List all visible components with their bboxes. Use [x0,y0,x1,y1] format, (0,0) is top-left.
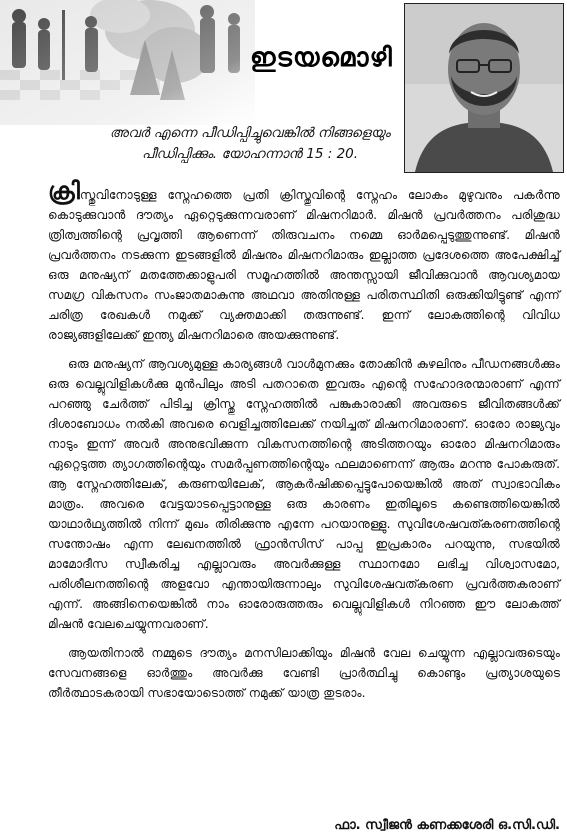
author-photo [404,3,564,173]
scripture-quote [95,123,405,165]
illustration-image [0,0,255,125]
quote-line-2: പീഡിപ്പിക്കും. യോഹന്നാൻ 15 : 20. [141,146,359,162]
paragraph-2: ഒരു മനുഷ്യന് ആവശ്യമുള്ള കാര്യങ്ങൾ വാൾമുനക്കും തോക്കിൻ കുഴലിനും പീഡനങ്ങൾക്കും ഒരു വെല്ലുവിളികൾക്കു മുൻപിലും അടി പതറാതെ ഇവരും എന്റെ സഹോദരന്മാരാണ് എന്ന് പറഞ്ഞു ചേർത്ത് പിടിച്ച ക്രിസ്തു സ്നേഹത്തിൽ പങ്കുകാരാക്കി അവരുടെ ജീവിതങ്ങൾക്ക് ദിശാബോധം നൽകി അവരെ വെളിച്ചത്തിലേക്ക് നയിച്ചത് മിഷനറിമാരാണ്. ഓരോ രാജ്യവും നാടും ഇന്ന് അവർ അനുഭവിക്കുന്ന വികസനത്തിന്റെ അടിത്തറയും ഓരോ മിഷനറിമാരും ഏറ്റെടുത്ത ത്യാഗത്തിന്റെയും സമർപ്പണത്തിന്റെയും ഫലമാണെന്ന് ആരും മറന്നു പോകരുത്. ആ സ്നേഹത്തിലേക്, കരുണയിലേക്, ആകർഷിക്കപ്പെട്ടുപോയെങ്കിൽ അത് സ്വാഭാവികം മാത്രം. അവരെ വേട്ടയാടപ്പെട്ടാനുള്ള ഒരു കാരണം ഇതിലൂടെ കണ്ടെത്തിയെങ്കിൽ യാഥാർഥ്യത്തിൽ നിന്ന് മുഖം തിരിക്കുന്നു എന്നേ പറയാനുള്ളു. സുവിശേഷവത്കരണത്തിന്റെ സന്തോഷം എന്ന ലേഖനത്തിൽ ഫ്രാൻസിസ് പാപ്പ ഇപ്രകാരം പറയുന്നു, സഭയിൽ മാമോദീസ സ്വീകരിച്ച എല്ലാവരും അവർക്കുള്ള സ്ഥാനമോ ലഭിച്ച വിശ്വാസമോ, പരിശീലനത്തിന്റെ അളവോ എന്തായിരുന്നാലും സുവിശേഷവത്കരണ പ്രവർത്തകരാണ് എന്ന്. അങ്ങിനെയെങ്കിൽ നാം ഓരോരുത്തരും വെല്ലുവിളികൾ നിറഞ്ഞ ഈ ലോകത്ത് മിഷൻ വേലചെയ്യുന്നവരാണ്. [48,357,560,631]
persecution-illustration [0,0,255,125]
drop-cap: ക്രി [48,177,80,205]
article-body [48,177,560,703]
quote-line-1: അവർ എന്നെ പീഡിപ്പിച്ചുവെങ്കിൽ നിങ്ങളെയും [109,125,391,141]
author-portrait-image [405,4,563,172]
paragraph-1 [48,177,560,345]
paragraph-1-text: സ്തുവിനോടുള്ള സ്നേഹത്തെ പ്രതി ക്രിസ്തുവിന്റെ സ്നേഹം ലോകം മുഴുവനും പകർന്നു കൊടുക്കുവാൻ ദൗത്യം ഏറ്റെടുക്കുന്നവരാണ് മിഷനറിമാർ. മിഷൻ പ്രവർത്തനം പരിശുദ്ധ ത്രിത്വത്തിന്റെ പ്രവൃത്തി ആണെന്ന് തിരുവചനം നമ്മെ ഓർമപ്പെടുത്തുന്നുണ്ട്. മിഷൻ പ്രവർത്തനം നടക്കുന്ന ഇടങ്ങളിൽ മിഷനും മിഷനറിമാരും ഇല്ലാത്ത പ്രദേശത്തെ അപേക്ഷിച്ച് ഒരു മനുഷ്യന് മതത്തേക്കാളുപരി സമൂഹത്തിൽ അന്തസ്സായി ജീവിക്കുവാൻ ആവശ്യമായ സമഗ്ര വികസനം സംജാതമാകുന്നു അഥവാ അതിനുള്ള പരിതസ്ഥിതി ഒരുക്കിയിട്ടുണ്ട് എന്ന് ചരിത്ര രേഖകൾ നമുക്ക് വ്യക്തമാക്കി തരുന്നുണ്ട്. ഇന്ന് ലോകത്തിന്റെ വിവിധ രാജ്യങ്ങളിലേക്ക് ഇന്ത്യ മിഷനറിമാരെ അയക്കുന്നുണ്ട്. [48,188,560,342]
article-header [0,0,567,175]
page-title: ഇടയമൊഴി [250,43,393,73]
author-signature: ഫാ. സ്വീജൻ കണക്കശേരി ഒ.സി.ഡി. [334,818,560,833]
paragraph-3: ആയതിനാൽ നമ്മുടെ ദൗത്യം മനസിലാക്കിയും മിഷൻ വേല ചെയ്യുന്ന എല്ലാവരുടെയും സേവനങ്ങളെ ഓർത്തും അവർക്കു വേണ്ടി പ്രാർത്ഥിച്ചു കൊണ്ടും പ്രത്യാശയുടെ തീർത്ഥാടകരായി സഭായോടൊത്ത് നമുക്ക് യാത്ര തുടരാം. [48,646,560,700]
